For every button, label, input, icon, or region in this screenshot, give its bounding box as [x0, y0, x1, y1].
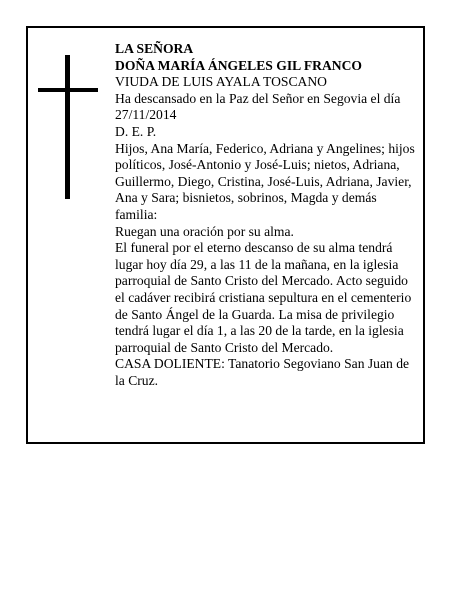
latin-cross-icon [38, 55, 98, 199]
cross-horizontal-bar [38, 88, 98, 92]
dep-line: D. E. P. [115, 123, 157, 139]
rest-announcement: Ha descansado en la Paz del Señor en Segovia el día 27/11/2014 [115, 90, 401, 123]
family-list: Hijos, Ana María, Federico, Adriana y Angelines; hijos políticos, José-Antonio y José-Luis; nietos, Adriana, Guillermo, Diego, Cristina, José-Luis, Adriana, Javier, Ana y Sara; bisnietos, sobrinos, Magda y demás familia: [115, 140, 415, 222]
mourning-house: CASA DOLIENTE: Tanatorio Segoviano San Juan de la Cruz. [115, 356, 410, 388]
notice-title: LA SEÑORA [115, 41, 194, 56]
funeral-details: El funeral por el eterno descanso de su alma tendrá lugar hoy día 29, a las 11 de la mañana, en la iglesia parroquial de Santo Cristo del Mercado. Acto seguido el cadáver recibirá cristiana sepultura en el cementerio de Santo Ángel de la Guarda. La misa de privilegio tendrá lugar el día 1, a las 20 de la tarde, en la iglesia parroquial de Santo Cristo del Mercado. [115, 240, 412, 355]
notice-text [115, 41, 415, 389]
widow-line: VIUDA DE LUIS AYALA TOSCANO [115, 74, 327, 90]
cross-vertical-bar [65, 55, 70, 199]
obituary-notice [26, 26, 425, 444]
prayer-request: Ruegan una oración por su alma. [115, 223, 294, 239]
deceased-name: DOÑA MARÍA ÁNGELES GIL FRANCO [115, 57, 362, 73]
